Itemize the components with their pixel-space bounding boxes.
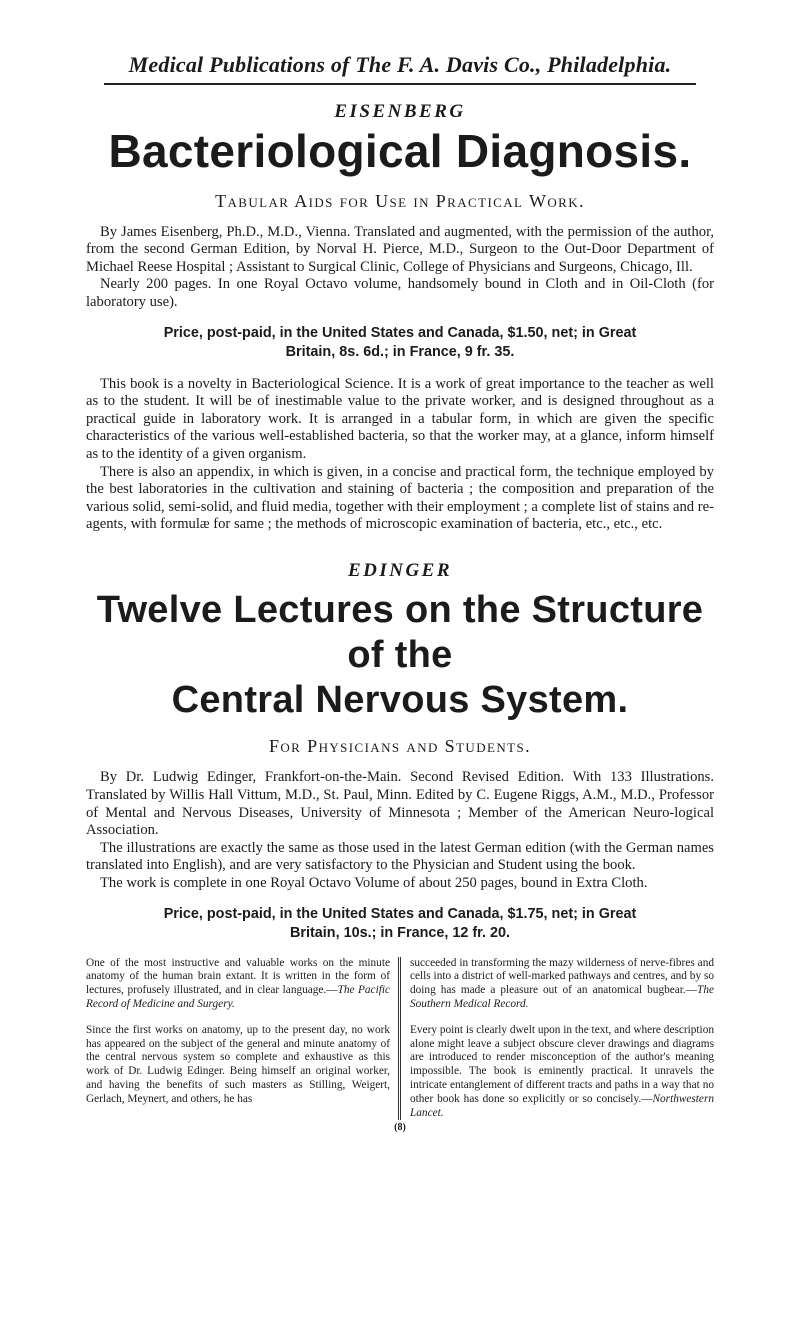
book-title-twelve-lectures xyxy=(86,588,714,722)
price-line-1: Price, post-paid, in the United States and Canada, $1.50, net; in Great xyxy=(163,324,637,341)
price-eisenberg xyxy=(86,324,714,362)
press-reviews xyxy=(86,957,714,1121)
byline-eisenberg: By James Eisenberg, Ph.D., M.D., Vienna. Translated and augmented, with the permission of the author, from the second German Edition, by Norval H. Pierce, M.D., Surgeon to the Out-Door Department of Michael Reese Hospital ; Assistant to Surgical Clinic, College of Physicians and Surgeons, Chicago, Ill. xyxy=(86,223,714,275)
review-source: The Southern Medical Record. xyxy=(410,984,714,1011)
price-line-1: Price, post-paid, in the United States and Canada, $1.75, net; in Great xyxy=(163,905,637,922)
price-edinger xyxy=(86,905,714,943)
book-subtitle-physicians-students: For Physicians and Students. xyxy=(268,736,531,757)
review-source: The Pacific Record of Medicine and Surgery. xyxy=(86,984,391,1011)
description-paragraph-2: There is also an appendix, in which is given, in a concise and practical form, the technique employed by the best laboratories in the cultivation and staining of bacteria ; the composition and preparation of the various solid, semi-solid, and fluid media, together with their employment ; a complete list of stains and re-agents, with formulæ for same ; the methods of microscopic examination of bacteria, etc., etc., etc. xyxy=(86,463,714,533)
review-column-right xyxy=(398,957,714,1121)
author-heading-eisenberg: EISENBERG xyxy=(334,101,466,122)
book-title-bacteriological-diagnosis: Bacteriological Diagnosis. xyxy=(108,125,692,177)
title-line-1: Twelve Lectures on the Structure of the xyxy=(96,588,704,676)
illustrations-note: The illustrations are exactly the same as those used in the latest German edition (with the German names translated into English), and are very satisfactory to the Physician and Student using the book. xyxy=(86,839,714,874)
review-pacific-record xyxy=(86,957,390,1012)
eisenberg-advertisement xyxy=(86,101,714,534)
review-anatomy-works: Since the first works on anatomy, up to the present day, no work has appeared on the subject of the general and minute anatomy of the central nervous system so complete and exhaustive as this work of Dr. Ludwig Edinger. Being himself an original worker, and having the benefits of such masters as Stilling, Weigert, Gerlach, Meynert, and others, he has xyxy=(86,1023,390,1105)
page-number: (8) xyxy=(394,1122,406,1134)
author-heading-edinger: EDINGER xyxy=(347,559,453,581)
book-subtitle-tabular-aids: Tabular Aids for Use in Practical Work. xyxy=(215,190,585,211)
price-line-2: Britain, 10s.; in France, 12 fr. 20. xyxy=(290,924,510,941)
format-edinger: The work is complete in one Royal Octavo Volume of about 250 pages, bound in Extra Cloth. xyxy=(100,875,648,892)
title-line-2: Central Nervous System. xyxy=(171,678,629,721)
description-paragraph-1: This book is a novelty in Bacteriological Science. It is a work of great importance to the teacher as well as to the student. It will be of inestimable value to the private worker, and is designed throughout as a practical guide in laboratory work. It is arranged in a tabular form, in which are given the specific characteristics of the various well-established bacteria, so that the worker may, at a glance, inform himself as to the identity of a given organism. xyxy=(86,375,714,463)
price-line-2: Britain, 8s. 6d.; in France, 9 fr. 35. xyxy=(285,343,515,360)
review-text: succeeded in transforming the mazy wilderness of nerve-fibres and cells into a district of well-marked pathways and centres, and by so doing has made a pleasure out of an anatomical bugbear.— xyxy=(410,956,714,997)
running-head: Medical Publications of The F. A. Davis Co., Philadelphia. xyxy=(104,52,696,85)
byline-edinger: By Dr. Ludwig Edinger, Frankfort-on-the-Main. Second Revised Edition. With 133 Illustrations. Translated by Willis Hall Vittum, M.D., St. Paul, Minn. Edited by C. Eugene Riggs, A.M., M.D., Professor of Mental and Nervous Diseases, University of Minnesota ; Member of the American Neuro-logical Association. xyxy=(86,769,714,839)
review-northwestern-lancet xyxy=(410,1024,714,1121)
format-eisenberg: Nearly 200 pages. In one Royal Octavo volume, handsomely bound in Cloth and in Oil-Cloth (for laboratory use). xyxy=(86,276,714,311)
review-text: One of the most instructive and valuable works on the minute anatomy of the human brain extant. It is written in the form of lectures, profusely illustrated, and in clear language.— xyxy=(86,956,390,997)
review-column-left xyxy=(86,957,398,1121)
edinger-advertisement xyxy=(86,560,714,1133)
review-source: Northwestern Lancet. xyxy=(410,1092,714,1119)
review-text: Every point is clearly dwelt upon in the text, and where description alone might leave a subject obscure clever drawings and diagrams are introduced to render misconception of the author's meaning impossible. The book is eminently practical. It unravels the intricate entanglement of different tracts and paths in a way that no other book has done so explicitly or so concisely.— xyxy=(410,1023,714,1105)
review-southern-medical xyxy=(410,957,714,1012)
